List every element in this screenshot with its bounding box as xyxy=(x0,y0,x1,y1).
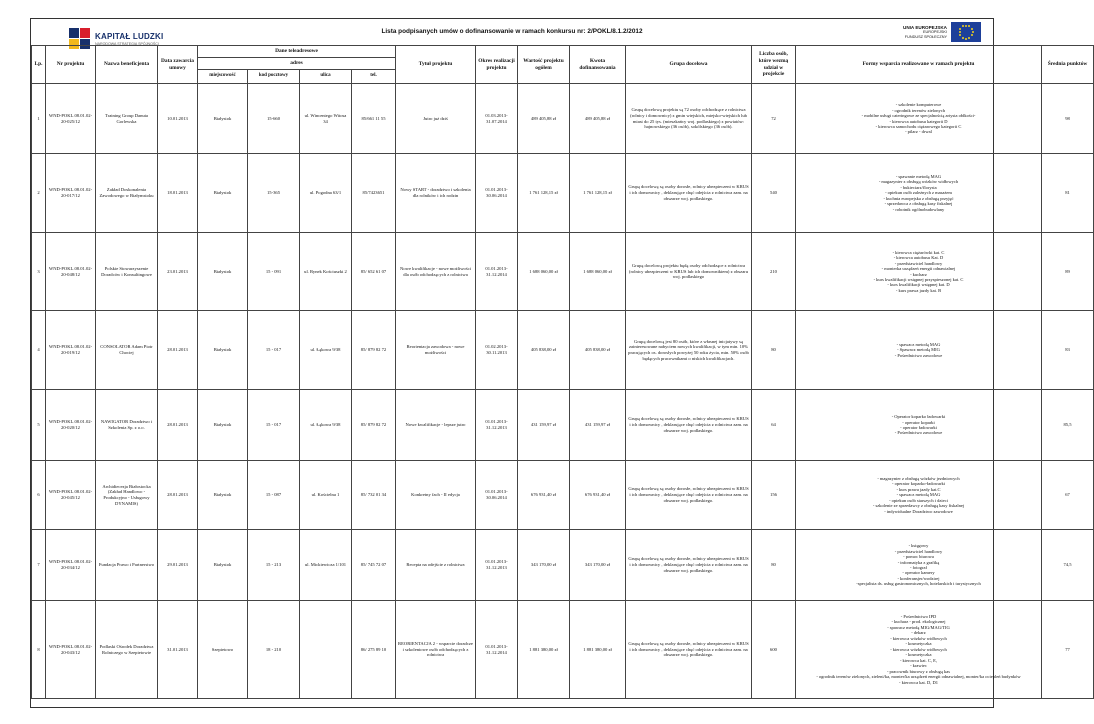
col-header-nr: Nr projektu xyxy=(46,46,96,84)
cell-data: 28.01.2013 xyxy=(158,311,198,390)
cell-kwota: 405 838,00 zł xyxy=(570,311,626,390)
forma-wsparcia-item: - kierowca ciężarówki kat. C xyxy=(892,249,945,255)
cell-grupa: Grupą docelową są osoby dorosłe, rolnicy ubezpieczeni w KRUS i ich domownicy , deklarujące chęć odejścia z rolnictwa zam. na obszarze woj. podlaskiego. xyxy=(626,154,752,233)
eu-flag-icon xyxy=(951,22,981,42)
table-row xyxy=(32,154,1094,233)
cell-srednia: 83 xyxy=(1042,311,1094,390)
cell-kod: 15 - 091 xyxy=(248,233,300,311)
cell-kwota: 1 881 380,00 zł xyxy=(570,601,626,699)
cell-lp: 6 xyxy=(32,461,46,530)
cell-ulica: ul. Łąkowa 9/38 xyxy=(300,311,352,390)
cell-tel: 85/7423651 xyxy=(352,154,396,233)
forma-wsparcia-item: - szkolenie komputerowe xyxy=(895,102,942,108)
cell-tytul: REORIENTACJA 2 - wsparcie doradcze i szkoleniowe osób odchodzących z rolnictwa xyxy=(396,601,476,699)
document-page xyxy=(30,18,1088,708)
forma-wsparcia-item: - księgowy xyxy=(908,543,929,549)
table-row xyxy=(32,84,1094,154)
cell-miejscowosc: Białystok xyxy=(198,233,248,311)
cell-wartosc: 343 170,00 zł xyxy=(518,530,570,601)
contracts-table xyxy=(31,45,1094,699)
cell-srednia: 77 xyxy=(1042,601,1094,699)
cell-formy xyxy=(796,84,1042,154)
forma-wsparcia-item: - konferansjer/wodzirej xyxy=(897,575,940,581)
cell-nazwa: Archidiecezja Białostocka (Zakład Handlowo - Produkcyjno - Usługowy DYNAMIS) xyxy=(96,461,158,530)
col-header-okres: Okres realizacji projektu xyxy=(476,46,518,84)
col-header-kwota: Kwota dofinansowania xyxy=(570,46,626,84)
cell-kod: 15-365 xyxy=(248,154,300,233)
cell-wartosc: 1 688 060,00 zł xyxy=(518,233,570,311)
cell-miejscowosc: Białystok xyxy=(198,461,248,530)
cell-okres: 01.01.2013-31.12.2014 xyxy=(476,233,518,311)
cell-wartosc: 676 931,40 zł xyxy=(518,461,570,530)
col-header-srednia: Średnia punktów xyxy=(1042,46,1094,84)
forma-wsparcia-item: - spawacz metodą MAG xyxy=(896,341,941,347)
forma-wsparcia-item: - operator koparki xyxy=(902,419,935,425)
cell-tytul: Nowe kwalifikacje - nowe możliwości dla osób odchodzących z rolnictwa xyxy=(396,233,476,311)
forma-wsparcia-item: - ogrodnik terenów zielonych xyxy=(891,107,946,113)
cell-nazwa: NAWIGATOR Doradztwo i Szkolenia Sp. z o.o. xyxy=(96,390,158,461)
forma-wsparcia-item: - Pośrednictwo zawodowe xyxy=(894,430,943,436)
cell-data: 10.01.2013 xyxy=(158,84,198,154)
forma-wsparcia-item: - informatyka z grafiką xyxy=(897,559,940,565)
cell-okres: 01.01.2013-31.12.2013 xyxy=(476,390,518,461)
cell-okres: 01.01.2013-30.06.2014 xyxy=(476,461,518,530)
cell-wartosc: 405 838,00 zł xyxy=(518,311,570,390)
forma-wsparcia-item: - kucharz xyxy=(910,271,927,277)
col-header-kod: kod pocztowy xyxy=(248,70,300,84)
forma-wsparcia-item: - kurs kwalifikacji wstępnej przyspieszonej kat. C xyxy=(873,276,964,282)
cell-kod: 15 - 017 xyxy=(248,390,300,461)
cell-tel: 86/ 275 89 10 xyxy=(352,601,396,699)
forma-wsparcia-item: - kierowca kat. D, D1 xyxy=(899,679,938,685)
cell-lp: 7 xyxy=(32,530,46,601)
forma-wsparcia-item: - Spawacz metodą MIG xyxy=(897,347,940,353)
forma-wsparcia-item: - kurs kwalifikacji wstępnej kat. D xyxy=(887,282,950,288)
col-header-grupa: Grupa docelowa xyxy=(626,46,752,84)
cell-wartosc: 431 159,97 zł xyxy=(518,390,570,461)
forma-wsparcia-item: - pilarz - drwal xyxy=(905,129,932,135)
cell-tytul: Nowe kwalifikacje - lepsze jutro xyxy=(396,390,476,461)
cell-tytul: Jutro już dziś xyxy=(396,84,476,154)
cell-tel: 85/ 745 72 07 xyxy=(352,530,396,601)
cell-okres: 01.02.2013-30.11.2013 xyxy=(476,311,518,390)
forma-wsparcia-item: - kierowca wózków widłowych xyxy=(890,646,947,652)
cell-srednia: 81 xyxy=(1042,154,1094,233)
cell-lp: 8 xyxy=(32,601,46,699)
cell-tel: 85/ 879 82 72 xyxy=(352,311,396,390)
page-title: Lista podpisanych umów o dofinansowanie w ramach konkursu nr: 2/POKL/8.1.2/2012 xyxy=(381,28,643,35)
cell-nr: WND-POKL.08.01.02-20-043/12 xyxy=(46,601,96,699)
cell-miejscowosc: Szepietowo xyxy=(198,601,248,699)
cell-ulica: ul. Kościelna 1 xyxy=(300,461,352,530)
forma-wsparcia-item: - Pośrednictwo zawodowe xyxy=(894,352,943,358)
forma-wsparcia-item: - kierowca kat. C, E, xyxy=(899,657,938,663)
col-header-ulica: ulica xyxy=(300,70,352,84)
cell-formy xyxy=(796,233,1042,311)
cell-srednia: 74,5 xyxy=(1042,530,1094,601)
cell-miejscowosc: Białystok xyxy=(198,84,248,154)
cell-grupa: Grupą docelową są osoby dorosłe, rolnicy ubezpieczeni w KRUS i ich domownicy , deklarujące chęć odejścia z rolnictwa zam. na obszarze woj. podlaskiego. xyxy=(626,530,752,601)
cell-data: 28.01.2013 xyxy=(158,390,198,461)
forma-wsparcia-item: - przedstawiciel handlowy xyxy=(894,548,943,554)
forma-wsparcia-item: - spawacz metodą MIG/MAG/TIG xyxy=(887,624,950,630)
eu-star-icon xyxy=(962,25,964,27)
forma-wsparcia-item: - przedstawiciel handlowy xyxy=(894,260,943,266)
forma-wsparcia-item: - opiekun osób zależnych z masażem xyxy=(885,190,952,196)
cell-grupa: Grupą docelową są osoby dorosłe, rolnicy ubezpieczeni w KRUS i ich domownicy , deklarujące chęć odejścia z rolnictwa zam. na obszarze woj. podlaskiego. xyxy=(626,390,752,461)
eu-star-icon xyxy=(971,34,973,36)
cell-grupa: Grupą docelową projektu będą osoby odchodzące z rolnictwa (rolnicy ubezpieczeni w KRUS lub ich domownikiem) z obszaru woj. podlaskiego xyxy=(626,233,752,311)
cell-liczba: 540 xyxy=(752,154,796,233)
cell-nazwa: Fundacja Prawo i Partnerstwo xyxy=(96,530,158,601)
cell-nazwa: CONSOLATOR Adam Piotr Chociej xyxy=(96,311,158,390)
col-header-tel: tel. xyxy=(352,70,396,84)
cell-lp: 1 xyxy=(32,84,46,154)
cell-liczba: 72 xyxy=(752,84,796,154)
forma-wsparcia-item: - dekarz xyxy=(911,630,926,636)
cell-nr: WND-POKL.08.01.02-20-020/12 xyxy=(46,390,96,461)
eu-star-icon xyxy=(965,25,967,27)
cell-ulica: ul. Łąkowa 9/38 xyxy=(300,390,352,461)
forma-wsparcia-item: - spawacz metodą MAG xyxy=(896,492,941,498)
cell-kwota: 343 170,00 zł xyxy=(570,530,626,601)
cell-kod: 15-660 xyxy=(248,84,300,154)
eu-star-icon xyxy=(972,31,974,33)
table-row xyxy=(32,601,1094,699)
cell-nazwa: Podlaski Ośrodek Doradztwa Rolniczego w Szepietowie xyxy=(96,601,158,699)
cell-wartosc: 1 761 128,15 zł xyxy=(518,154,570,233)
cell-tel: 85/661 11 55 xyxy=(352,84,396,154)
forma-wsparcia-item: - kierowca wózków widłowych xyxy=(890,635,947,641)
cell-grupa: Grupą docelową jest 80 osób, które z własnej inicjatywy są zainteresowane nabyciem nowych kwalifikacji, w tym min. 10% pracujących os. dorosłych powyżej 50 roku życia, min. 50% osób będących pracownikami o niskich kwalifikacjach. xyxy=(626,311,752,390)
cell-ulica xyxy=(300,601,352,699)
table-row xyxy=(32,233,1094,311)
forma-wsparcia-item: - mobilne usługi cateringowe ze specjalnością artysta ołdkości- xyxy=(861,113,976,119)
cell-kod: 15 - 087 xyxy=(248,461,300,530)
cell-kod: 15 - 213 xyxy=(248,530,300,601)
cell-tytul: Nowy START - doradztwo i szkolenia dla rolników i ich rodzin xyxy=(396,154,476,233)
forma-wsparcia-item: - krawiec xyxy=(910,663,927,669)
cell-lp: 4 xyxy=(32,311,46,390)
forma-wsparcia-item: - sprzedawca z obsługą kasy fiskalnej xyxy=(884,201,953,207)
eu-star-icon xyxy=(971,28,973,30)
table-row xyxy=(32,311,1094,390)
forma-wsparcia-item: - magazynier z obsługą wózków jezdniowych xyxy=(877,475,960,481)
eu-line-2: EUROPEJSKI xyxy=(922,30,947,35)
forma-wsparcia-item: - ogrodnik terenów zielonych, zieleni/ka, monter/ka urządzeń energii odnawialnej, monter/ka ociepleń budynków xyxy=(816,674,1021,680)
col-header-miejscowosc: miejscowość xyxy=(198,70,248,84)
forma-wsparcia-item: - indywidualne Doradztwo zawodowe xyxy=(884,508,953,514)
cell-okres: 01.03.2013-31.07.2014 xyxy=(476,84,518,154)
cell-nr: WND-POKL.08.01.02-20-017/12 xyxy=(46,154,96,233)
eu-star-icon xyxy=(962,37,964,39)
cell-nr: WND-POKL.08.01.02-20-045/12 xyxy=(46,461,96,530)
col-header-liczba: Liczba osób, które wezmą udział w projekcie xyxy=(752,46,796,84)
forma-wsparcia-item: - kosmetyczka xyxy=(905,641,932,647)
cell-formy xyxy=(796,154,1042,233)
cell-tel: 85/ 652 61 07 xyxy=(352,233,396,311)
cell-ulica: ul. Wincentego Witosa 34 xyxy=(300,84,352,154)
cell-grupa: Grupą docelową projektu są 72 osoby odchodzące z rolnictwa (rolnicy i domownicy) z gmin wiejskich, miejsko-wiejskich lub miast do 25 tys. (mieszkańcy woj. podlaskiego) z powiatów: hajnowskiego (36 osób), sokólskiego (36 osób). xyxy=(626,84,752,154)
cell-data: 29.01.2013 xyxy=(158,530,198,601)
forma-wsparcia-item: - kierowca autobusu Kat. D xyxy=(893,255,944,261)
eu-star-icon xyxy=(965,38,967,40)
cell-formy xyxy=(796,461,1042,530)
eu-star-icon xyxy=(968,37,970,39)
cell-formy xyxy=(796,530,1042,601)
forma-wsparcia-item: - robotnik ogólnobudowlany xyxy=(892,206,945,212)
cell-liczba: 600 xyxy=(752,601,796,699)
cell-wartosc: 489 405,88 zł xyxy=(518,84,570,154)
forma-wsparcia-item: - pomoc biurowa xyxy=(903,554,934,560)
forma-wsparcia-item: - bukieciarz/florysta xyxy=(900,184,937,190)
cell-lp: 5 xyxy=(32,390,46,461)
cell-srednia: 67 xyxy=(1042,461,1094,530)
cell-srednia: 89 xyxy=(1042,233,1094,311)
forma-wsparcia-item: -specjalista ds. usług gastronomicznych, hotelarskich i turystycznych xyxy=(856,581,981,587)
forma-wsparcia-item: - magazynier z obsługą wózków widłowych xyxy=(878,179,959,185)
cell-okres: 01.01.2013-31.12.2013 xyxy=(476,530,518,601)
eu-star-icon xyxy=(959,31,961,33)
logo-title: KAPITAŁ LUDZKI xyxy=(95,32,164,41)
logo-subtitle: NARODOWA STRATEGIA SPÓJNOŚCI xyxy=(95,42,159,46)
cell-wartosc: 1 881 380,00 zł xyxy=(518,601,570,699)
cell-srednia: 98 xyxy=(1042,84,1094,154)
forma-wsparcia-item: - pracownik biurowy z obsługą kas xyxy=(886,668,951,674)
forma-wsparcia-item: - Pośrednictwo IPD xyxy=(900,613,937,619)
col-header-nazwa: Nazwa beneficjenta xyxy=(96,46,158,84)
cell-nazwa: Polskie Stowarzyszenie Doradców i Konsultingowe xyxy=(96,233,158,311)
cell-nr: WND-POKL.08.01.02-20-048/12 xyxy=(46,233,96,311)
col-header-adres: adres xyxy=(198,58,396,70)
table-row xyxy=(32,530,1094,601)
eu-logo xyxy=(903,22,981,42)
cell-nr: WND-POKL.08.01.02-20-019/12 xyxy=(46,311,96,390)
cell-okres: 01.01.2013-31.12.2014 xyxy=(476,601,518,699)
forma-wsparcia-item: - operator kamery xyxy=(902,570,935,576)
col-header-formy: Formy wsparcia realizowane w ramach projektu xyxy=(796,46,1042,84)
forma-wsparcia-item: - operator ładowarki xyxy=(900,425,937,430)
forma-wsparcia-item: - monterka urządzeń energii odnawialnej xyxy=(881,266,956,272)
eu-star-icon xyxy=(959,34,961,36)
cell-data: 28.01.2013 xyxy=(158,461,198,530)
col-header-data: Data zawarcia umowy xyxy=(158,46,198,84)
cell-grupa: Grupą docelową są osoby dorosłe, rolnicy ubezpieczeni w KRUS i ich domownicy , deklarujące chęć odejścia z rolnictwa zam. na obszarze woj. podlaskiego. xyxy=(626,461,752,530)
eu-line-3: FUNDUSZ SPOŁECZNY xyxy=(904,34,947,39)
forma-wsparcia-item: - szkolenie ze sprzedawcy z obsługą kasy fiskalnej xyxy=(872,503,965,509)
cell-data: 18.01.2013 xyxy=(158,154,198,233)
forma-wsparcia-item: - kierowca samochodu ciężarowego kategorii C xyxy=(875,123,962,129)
cell-liczba: 64 xyxy=(752,390,796,461)
cell-miejscowosc: Białystok xyxy=(198,154,248,233)
eu-star-icon xyxy=(959,28,961,30)
cell-ulica: ul. Rynek Kościuszki 2 xyxy=(300,233,352,311)
cell-lp: 3 xyxy=(32,233,46,311)
col-header-lp: Lp. xyxy=(32,46,46,84)
col-header-tytul: Tytuł projektu xyxy=(396,46,476,84)
cell-kwota: 1 761 128,15 zł xyxy=(570,154,626,233)
cell-kwota: 431 159,97 zł xyxy=(570,390,626,461)
cell-formy xyxy=(796,311,1042,390)
cell-tel: 85/ 732 01 34 xyxy=(352,461,396,530)
cell-liczba: 80 xyxy=(752,530,796,601)
cell-nazwa: Training Group Danuta Gorlewska xyxy=(96,84,158,154)
cell-miejscowosc: Białystok xyxy=(198,530,248,601)
forma-wsparcia-item: - kurs prawa jazdy kat. B xyxy=(895,287,942,293)
eu-star-icon xyxy=(968,25,970,27)
forma-wsparcia-item: - kierowca autobusu kategorii D xyxy=(889,118,948,124)
cell-lp: 2 xyxy=(32,154,46,233)
cell-tytul: Konkretny fach - II edycja xyxy=(396,461,476,530)
forma-wsparcia-item: - kosmetyczka xyxy=(905,652,932,658)
forma-wsparcia-item: - spawanie metodą MAG xyxy=(895,173,942,179)
eu-line-1: UNIA EUROPEJSKA xyxy=(903,25,947,31)
cell-liczba: 80 xyxy=(752,311,796,390)
cell-okres: 01.01.2013-30.06.2014 xyxy=(476,154,518,233)
cell-kod: 15 - 017 xyxy=(248,311,300,390)
forma-wsparcia-item: - kucharz - prod. ekologicznej xyxy=(891,619,946,625)
cell-formy xyxy=(796,390,1042,461)
cell-liczba: 210 xyxy=(752,233,796,311)
table-row xyxy=(32,461,1094,530)
cell-nr: WND-POKL.08.01.02-20-025/12 xyxy=(46,84,96,154)
table-row xyxy=(32,390,1094,461)
cell-ulica: ul. Mickiewicza 1/101 xyxy=(300,530,352,601)
forma-wsparcia-item: - fotograf xyxy=(909,565,928,570)
cell-kod: 18 - 210 xyxy=(248,601,300,699)
col-header-dane: Dane teleadresowe xyxy=(198,46,396,58)
cell-data: 31.01.2013 xyxy=(158,601,198,699)
cell-miejscowosc: Białystok xyxy=(198,390,248,461)
cell-kwota: 489 405,88 zł xyxy=(570,84,626,154)
forma-wsparcia-item: - Operator koparko ładowarki xyxy=(891,414,946,420)
cell-tel: 85/ 879 82 72 xyxy=(352,390,396,461)
cell-nr: WND-POKL.08.01.02-20-034/12 xyxy=(46,530,96,601)
cell-formy xyxy=(796,601,1042,699)
forma-wsparcia-item: - operator koparko-ładowarki xyxy=(892,481,945,487)
cell-tytul: Recepta na odejście z rolnictwa xyxy=(396,530,476,601)
col-header-wartosc: Wartość projektu ogółem xyxy=(518,46,570,84)
cell-miejscowosc: Białystok xyxy=(198,311,248,390)
cell-kwota: 676 931,40 zł xyxy=(570,461,626,530)
forma-wsparcia-item: - kuchnia europejska z obsługą przyjęć xyxy=(883,195,954,201)
cell-tytul: Reorientacja zawodowa - nowe możliwości xyxy=(396,311,476,390)
forma-wsparcia-item: - opiekun osób starszych i dzieci xyxy=(889,497,948,503)
contracts-table-body xyxy=(32,84,1094,699)
cell-liczba: 156 xyxy=(752,461,796,530)
cell-srednia: 85,5 xyxy=(1042,390,1094,461)
cell-grupa: Grupą docelową są osoby dorosłe, rolnicy ubezpieczeni w KRUS i ich domownicy , deklarujące chęć odejścia z rolnictwa zam. na obszarze woj. podlaskiego. xyxy=(626,601,752,699)
cell-ulica: ul. Pogodna 63/1 xyxy=(300,154,352,233)
cell-nazwa: Zakład Doskonalenia Zawodowego w Białymstoku xyxy=(96,154,158,233)
cell-data: 23.01.2013 xyxy=(158,233,198,311)
cell-kwota: 1 688 060,00 zł xyxy=(570,233,626,311)
forma-wsparcia-item: - kurs prawa jazdy kat.C xyxy=(896,486,941,492)
